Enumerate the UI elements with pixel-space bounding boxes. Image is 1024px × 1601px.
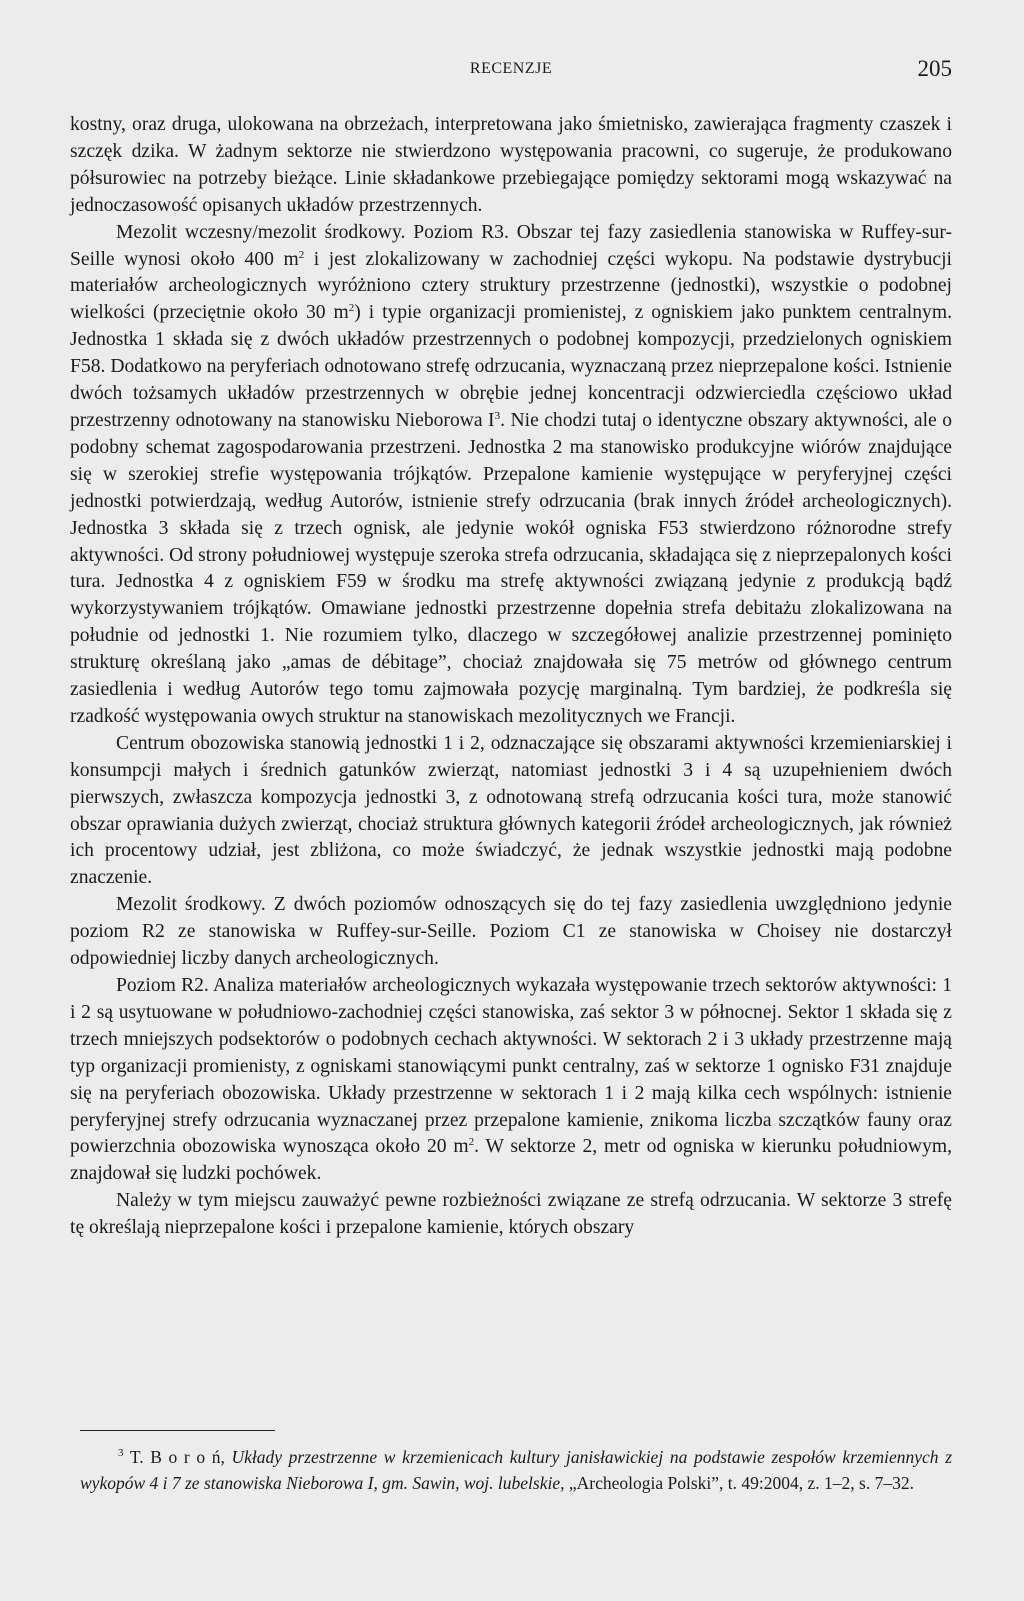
page-number: 205 — [917, 56, 952, 81]
paragraph-text: kostny, oraz druga, ulokowana na obrzeżach, interpretowana jako śmietnisko, zawierająca fragmenty czaszek i szczęk dzika. W żadnym sektorze nie stwierdzono występowania pracowni, co sugeruje, że produkowano półsurowiec na potrzeby bieżące. Linie składankowe przebiegające pomiędzy sektorami mogą wskazywać na jednoczasowość opisanych układów przestrzennych. — [70, 114, 952, 216]
paragraph-text: . Nie chodzi tutaj o identyczne obszary aktywności, ale o podobny schemat zagospodarowania przestrzeni. Jednostka 2 ma stanowisko produkcyjne wiórów znajdujące się w szerokiej strefie występowania trójkątów. Przepalone kamienie występujące w peryferyjnej części jednostki potwierdzają, według Autorów, istnienie strefy odrzucania (brak innych źródeł archeologicznych). Jednostka 3 składa się z trzech ognisk, ale jedynie wokół ogniska F53 stwierdzono różnorodne strefy aktywności. Od strony południowej występuje szeroka strefa odrzucania, składająca się z nieprzepalonych kości tura. Jednostka 4 z ogniskiem F59 w środku ma strefę aktywności związaną jedynie z produkcją bądź wykorzystywaniem trójkątów. Omawiane jednostki przestrzenne dopełnia strefa debitażu zlokalizowana na południe od jednostki 1. Nie rozumiem tylko, dlaczego w szczegółowej analizie przestrzennej pominięto strukturę określaną jako „amas de débitage”, chociaż znajdowała się 75 metrów od głównego centrum zasiedlenia i według Autorów tego tomu zajmowała pozycję marginalną. Tym bardziej, że podkreśla się rzadkość występowania owych struktur na stanowiskach mezolitycznych we Francji. — [70, 409, 952, 727]
running-head: RECENZJE — [469, 60, 553, 77]
paragraph-text: . W sektorze 2, metr od ogniska w kierunku południowym, znajdował się ludzki pochówek. — [70, 1136, 953, 1185]
paragraph-text: Mezolit wczesny/mezolit środkowy. Poziom R3. Obszar tej fazy zasiedlenia stanowiska w Ruffey-sur-Seille wynosi około 400 m — [70, 221, 952, 270]
paragraph-text: i jest zlokalizowany w zachodniej części wykopu. Na podstawie dystrybucji materiałów archeologicznych wyróżniono cztery struktury przestrzenne (jednostki), wszystkie o podobnej wielkości (przeciętnie około 30 m — [70, 248, 953, 324]
paragraph — [70, 220, 952, 731]
superscript: 2 — [468, 1136, 475, 1149]
footnote-divider — [80, 1430, 275, 1431]
paragraph — [70, 731, 952, 892]
paragraph-text: Mezolit środkowy. Z dwóch poziomów odnoszących się do tej fazy zasiedlenia uwzględniono jedynie poziom R2 ze stanowiska w Ruffey-sur-Seille. Poziom C1 ze stanowiska w Choisey nie dostarczył odpowiedniej liczby danych archeologicznych. — [70, 894, 952, 970]
page-header — [70, 56, 952, 86]
paragraph-text: Należy w tym miejscu zauważyć pewne rozbieżności związane ze strefą odrzucania. W sektorze 3 strefę tę określają nieprzepalone kości i przepalone kamienie, których obszary — [70, 1190, 952, 1239]
footnotes — [80, 1444, 952, 1496]
paragraph — [70, 892, 952, 973]
footnote-author: T. B o r o ń, — [129, 1447, 225, 1467]
paragraph — [70, 973, 952, 1188]
footnote-source: „Archeologia Polski”, t. 49:2004, z. 1–2, s. 7–32. — [564, 1473, 914, 1493]
paragraph-text: ) i typie organizacji promienistej, z ogniskiem jako punktem centralnym. Jednostka 1 składa się z dwóch układów przestrzennych o podobnej kompozycji, przedzielonych ogniskiem F58. Dodatkowo na peryferiach odnotowano strefę odrzucania, wyznaczaną przez nieprzepalone kości. Istnienie dwóch tożsamych układów przestrzennych w obrębie jednej koncentracji odzwierciedla częściowo układ przestrzenny odnotowany na stanowisku Nieborowa I — [70, 302, 952, 431]
body-text — [70, 112, 952, 1242]
superscript: 2 — [298, 248, 305, 261]
footnote-reference: 3 — [494, 409, 501, 422]
footnote-marker: 3 — [118, 1447, 124, 1459]
paragraph-text: Centrum obozowiska stanowią jednostki 1 i 2, odznaczające się obszarami aktywności krzemieniarskiej i konsumpcji małych i średnich gatunków zwierząt, natomiast jednostki 3 i 4 są uzupełnieniem dwóch pierwszych, zwłaszcza kompozycja jednostki 3, z odnotowaną strefą odrzucania kości tura, może stanowić obszar oprawiania dużych zwierząt, chociaż struktura głównych kategorii źródeł archeologicznych, jak również ich procentowy udział, jest zbliżona, co może świadczyć, że jednak wszystkie jednostki mają podobne znaczenie. — [70, 732, 952, 889]
superscript: 2 — [348, 302, 355, 315]
footnote — [80, 1444, 952, 1496]
footnote-title: Układy przestrzenne w krzemienicach kultury janisławickiej na podstawie zespołów krzemiennych z wykopów 4 i 7 ze stanowiska Nieborowa I, gm. Sawin, woj. lubelskie, — [80, 1447, 953, 1493]
paragraph — [70, 1188, 952, 1242]
paragraph-text: Poziom R2. Analiza materiałów archeologicznych wykazała występowanie trzech sektorów aktywności: 1 i 2 są usytuowane w południowo-zachodniej części stanowiska, zaś sektor 3 w północnej. Sektor 1 składa się z trzech mniejszych podsektorów o podobnych cechach aktywności. W sektorach 2 i 3 układy przestrzenne mają typ organizacji promienisty, z ogniskami stanowiącymi punkt centralny, zaś w sektorze 1 ognisko F31 znajduje się na peryferiach obozowiska. Układy przestrzenne w sektorach 1 i 2 mają kilka cech wspólnych: istnienie peryferyjnej strefy odrzucania wyznaczanej przez przepalone kamienie, znikoma liczba szczątków fauny oraz powierzchnia obozowiska wynosząca około 20 m — [70, 975, 952, 1158]
paragraph — [70, 112, 952, 220]
